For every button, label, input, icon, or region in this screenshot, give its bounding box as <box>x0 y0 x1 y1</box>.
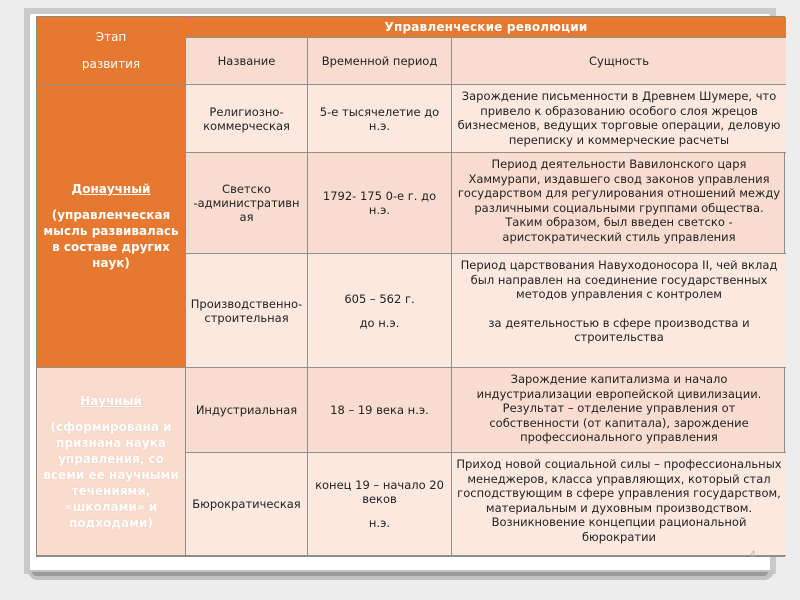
stage-scientific-title: Научный <box>80 393 142 408</box>
column-header-period: Временной период <box>308 38 452 85</box>
revolutions-header: Управленческие революции <box>186 17 786 38</box>
table-row-5-period <box>308 453 452 556</box>
table-row-3-period-line1: 605 – 562 г. <box>344 291 415 306</box>
slide-bottom-bar-inner <box>32 572 768 576</box>
table-row-5-name: Бюрократическая <box>186 453 308 556</box>
table-row-3-period-line2: до н.э. <box>359 315 400 330</box>
stage-prescientific-note: (управленческая мысль развивалась в составе других наук) <box>43 208 179 270</box>
table-row-3-essence <box>452 254 786 368</box>
table-row-3-name: Производственно-строительная <box>186 254 308 368</box>
table-row-5-period-line1: конец 19 – начало 20 веков <box>315 478 444 506</box>
table-row-4-essence: Зарождение капитализма и начало индустриализации европейской цивилизации. Результат – отделение управления от собственности (от капитала), зарождение профессионального управления <box>452 368 786 453</box>
table-row-5-period-line2: н.э. <box>368 516 391 530</box>
table-row-4-name: Индустриальная <box>186 368 308 453</box>
slide-number: 4 <box>750 550 756 560</box>
stage-prescientific <box>37 85 186 368</box>
table-row-3-essence-line1: Период царствования Навуходоносора II, чей вклад был направлен на соединение государственных методов управления с контролем <box>460 258 778 301</box>
stage-prescientific-title: Донаучный <box>71 182 151 196</box>
table-row-2-essence: Период деятельности Вавилонского царя Хаммурапи, издавшего свод законов управления государством для регулирования отношений между различными социальными группами общества. Таким образом, был введен светско - аристократический стиль управления <box>452 153 786 254</box>
table-row-2-period: 1792- 175 0-е г. до н.э. <box>308 153 452 254</box>
table-row-5-essence: Приход новой социальной силы – профессиональных менеджеров, класса управляющих, который стал господствующим в сфере управления государством, материальным и духовным производством. Возникновение концепции рациональной бюрократии <box>452 453 786 556</box>
table-row-1-period: 5-е тысячелетие до н.э. <box>308 85 452 153</box>
stage-scientific <box>37 368 186 556</box>
table-row-3-period <box>308 254 452 368</box>
revolutions-table <box>36 16 785 557</box>
table-row-1-name: Религиозно-коммерческая <box>186 85 308 153</box>
table-row-1-essence: Зарождение письменности в Древнем Шумере, что привело к образованию особого слоя жрецов бизнесменов, ведущих торговые операции, деловую переписку и коммерческие расчеты <box>452 85 786 153</box>
stage-header-line1: Этап <box>95 29 127 44</box>
column-header-name: Название <box>186 38 308 85</box>
table-row-3-essence-line2: за деятельностью в сфере производства и строительства <box>488 315 750 344</box>
table-row-2-name: Светско -административн ая <box>186 153 308 254</box>
stage-header-cell <box>37 17 186 85</box>
stage-scientific-note: (сформирована и признана наука управления, со всеми ее научными течениями, «школами» и подходами) <box>43 419 179 530</box>
column-header-essence: Сущность <box>452 38 786 85</box>
stage-header-line2: развития <box>81 57 141 72</box>
table-row-4-period: 18 – 19 века н.э. <box>308 368 452 453</box>
